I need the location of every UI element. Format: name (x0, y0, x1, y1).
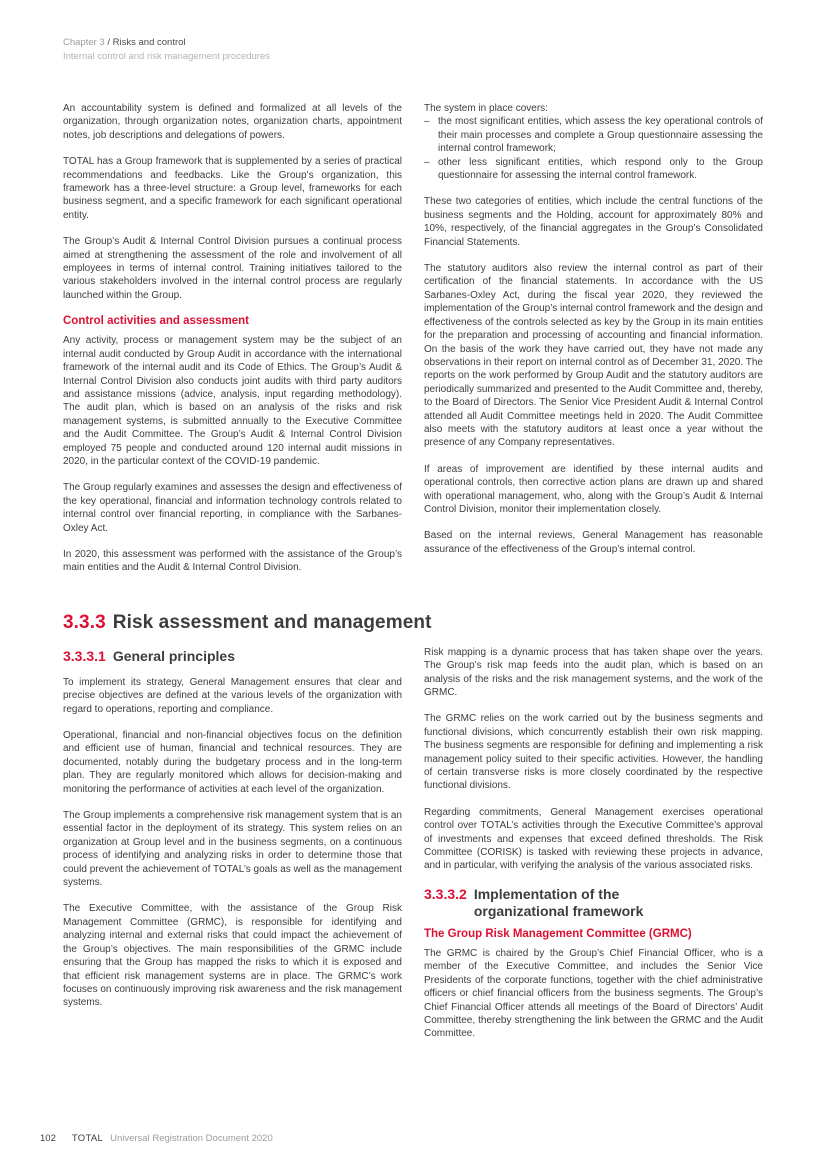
brand-name: TOTAL (71, 1133, 104, 1144)
paragraph: The Group’s Audit & Internal Control Division pursues a continual process aimed at strengthening the assessment of the role and involvement of all employees in terms of internal control. Training initiatives tailored to the various stakeholders involved in the internal control process are regularly launched within the Group. (63, 236, 402, 301)
chapter-subtitle: Internal control and risk management procedures (63, 51, 271, 62)
chapter-line (63, 36, 763, 50)
chapter-label: Chapter 3 (63, 37, 105, 48)
grmc-heading: The Group Risk Management Committee (GRMC) (424, 927, 692, 940)
paragraph: TOTAL has a Group framework that is supplemented by a series of practical recommendations and feedbacks. Like the Group’s organization, this framework has a three-level structure: a Group level, frameworks for each business segment, and a specific framework for each significant operational entity. (63, 156, 402, 221)
page-footer (40, 1133, 273, 1144)
section-heading-risk-assessment (63, 612, 763, 634)
paragraph: The Executive Committee, with the assistance of the Group Risk Management Committee (GRMC), is responsible for identifying and analyzing internal and external risks that could impact the achievement of the Group’s objectives. The main responsibilities of the GRMC include ensuring that the Group has mapped the risks to which it is exposed and that efficient risk management systems are in place. The GRMC’s work focuses on continuously improving risk awareness and the risk management systems. (63, 903, 402, 1009)
list-intro: The system in place covers: (424, 103, 548, 114)
paragraph: The GRMC relies on the work carried out by the business segments and functional divisions, which concurrently establish their own risk mapping. The business segments are responsible for defining and implementing a risk management policy suited to their specific activities. However, the handling of certain transverse risks is more closely coordinated by the respective functional divisions. (424, 713, 763, 792)
internal-control-section (63, 102, 763, 588)
bullet-list (424, 115, 763, 182)
right-column (424, 646, 763, 1054)
list-item (424, 115, 763, 155)
paragraph: Any activity, process or management system may be the subject of an internal audit conducted by Group Audit in accordance with the international framework of the internal audit and its Code of Ethics. The Group’s Audit & Internal Control Division also conducts joint audits with third party auditors and assistance missions (advice, analysis, input regarding methodology). The audit plan, which is based on an analysis of the risks and risk management systems, is submitted annually to the Executive Committee and the Audit Committee. The Group’s Audit & Internal Control Division employed 75 people and conducted around 120 internal audit missions in 2020, in the particular context of the COVID-19 pandemic. (63, 335, 402, 467)
list-item-text: the most significant entities, which assess the key operational controls of their main processes and complete a Group questionnaire assessing the internal control framework; (438, 116, 763, 155)
document-title: Universal Registration Document 2020 (110, 1133, 273, 1144)
dash-bullet: – (424, 116, 430, 128)
section-title-text: Risk assessment and management (112, 611, 432, 633)
page-number: 102 (40, 1133, 56, 1144)
subsection-title-text: Implementation of the organizational framework (473, 885, 644, 919)
paragraph: The GRMC is chaired by the Group’s Chief Financial Officer, who is a member of the Executive Committee, and includes the Senior Vice Presidents of the corporate functions, together with the chief administrative officers or chief financial officers from the business segments. The Group’s Chief Financial Officer attends all meetings of the Board of Directors’ Audit Committee, thereby strengthening the link between the GRMC and the Audit Committee. (424, 947, 763, 1040)
paragraph: Operational, financial and non-financial objectives focus on the definition and efficient use of human, financial and technical resources. They are documented, notably during the budgetary process and in the long-term plan. They are regularly monitored which allows for decision-making and monitoring the performance of activities at each level of the organization. (63, 730, 402, 795)
paragraph: Risk mapping is a dynamic process that has taken shape over the years. The Group’s risk map feeds into the audit plan, which is based on an analysis of the risks and the risk management systems, and the work of the GRMC. (424, 646, 763, 698)
section-number: 3.3.3 (63, 611, 106, 633)
subsection-title-text: General principles (112, 647, 235, 664)
left-column (63, 646, 402, 1054)
paragraph: These two categories of entities, which include the central functions of the business segments and the Holding, account for approximately 80% and 10%, respectively, of the financial aggregates in the Group’s Consolidated Financial Statements. (424, 196, 763, 248)
dash-bullet: – (424, 156, 430, 168)
paragraph: The statutory auditors also review the internal control as part of their certification of the financial statements. In accordance with the US Sarbanes-Oxley Act, during the fiscal year 2020, they reviewed the implementation of the Group’s internal control framework and the design and effectiveness of the controls selected as key by the Group in its main entities for the preparation and processing of accounting and financial information. On the basis of the work they have carried out, they have not made any observations in their report on internal control as of December 31, 2020. The reports on the work performed by Group Audit and the statutory auditors are periodically summarized and presented to the Audit Committee and, thereby, to the Board of Directors. The Senior Vice President Audit & Internal Control attended all Audit Committee meetings held in 2020. The Audit Committee also meets with the statutory auditors at least once a year without the presence of any Company representatives. (424, 263, 763, 449)
chapter-section-title: Risks and control (112, 37, 186, 48)
control-activities-heading: Control activities and assessment (63, 315, 249, 328)
page-header (63, 36, 763, 64)
subsection-heading-general-principles (63, 648, 402, 664)
subsection-number: 3.3.3.2 (424, 885, 467, 902)
paragraph: The Group regularly examines and assesses the design and effectiveness of the key operational, financial and information technology controls related to internal control over financial reporting, in compliance with the Sarbanes-Oxley Act. (63, 482, 402, 534)
chapter-separator: / (104, 37, 113, 48)
list-item (424, 156, 763, 183)
right-column (424, 102, 763, 588)
paragraph: In 2020, this assessment was performed with the assistance of the Group’s main entities and the Audit & Internal Control Division. (63, 548, 402, 574)
paragraph: The Group implements a comprehensive risk management system that is an essential factor in the deployment of its strategy. This system relies on an organization at Group level and in the business segments, on a continuous process of identifying and analyzing risks in order to determine those that could prevent the achievement of TOTAL’s goals as well as the management systems. (63, 810, 402, 889)
paragraph: Based on the internal reviews, General Management has reasonable assurance of the effectiveness of the Group’s internal control. (424, 530, 763, 555)
subsection-heading-implementation (424, 886, 763, 920)
subsection-number: 3.3.3.1 (63, 647, 106, 664)
left-column (63, 102, 402, 588)
paragraph: Regarding commitments, General Management exercises operational control over TOTAL’s activities through the Executive Committee’s approval of investments and expenses that exceed defined thresholds. The Risk Committee (CORISK) is tasked with reviewing these projects in advance, and in particular, with verifying the analysis of the various associated risks. (424, 806, 763, 872)
list-item-text: other less significant entities, which respond only to the Group questionnaire for assessing the internal control framework. (438, 156, 763, 182)
paragraph: An accountability system is defined and formalized at all levels of the organization, through organization notes, organization charts, appointment notes, job descriptions and delegations of powers. (63, 103, 402, 141)
paragraph: If areas of improvement are identified by these internal audits and operational controls, then corrective action plans are drawn up and shared with operational management, who, along with the Group’s Audit & Internal Control Division, monitor their implementation closely. (424, 463, 763, 515)
paragraph: To implement its strategy, General Management ensures that clear and precise objectives are defined at the various levels of the organization with regard to operations, reporting and compliance. (63, 676, 402, 715)
risk-assessment-section (63, 646, 763, 1054)
